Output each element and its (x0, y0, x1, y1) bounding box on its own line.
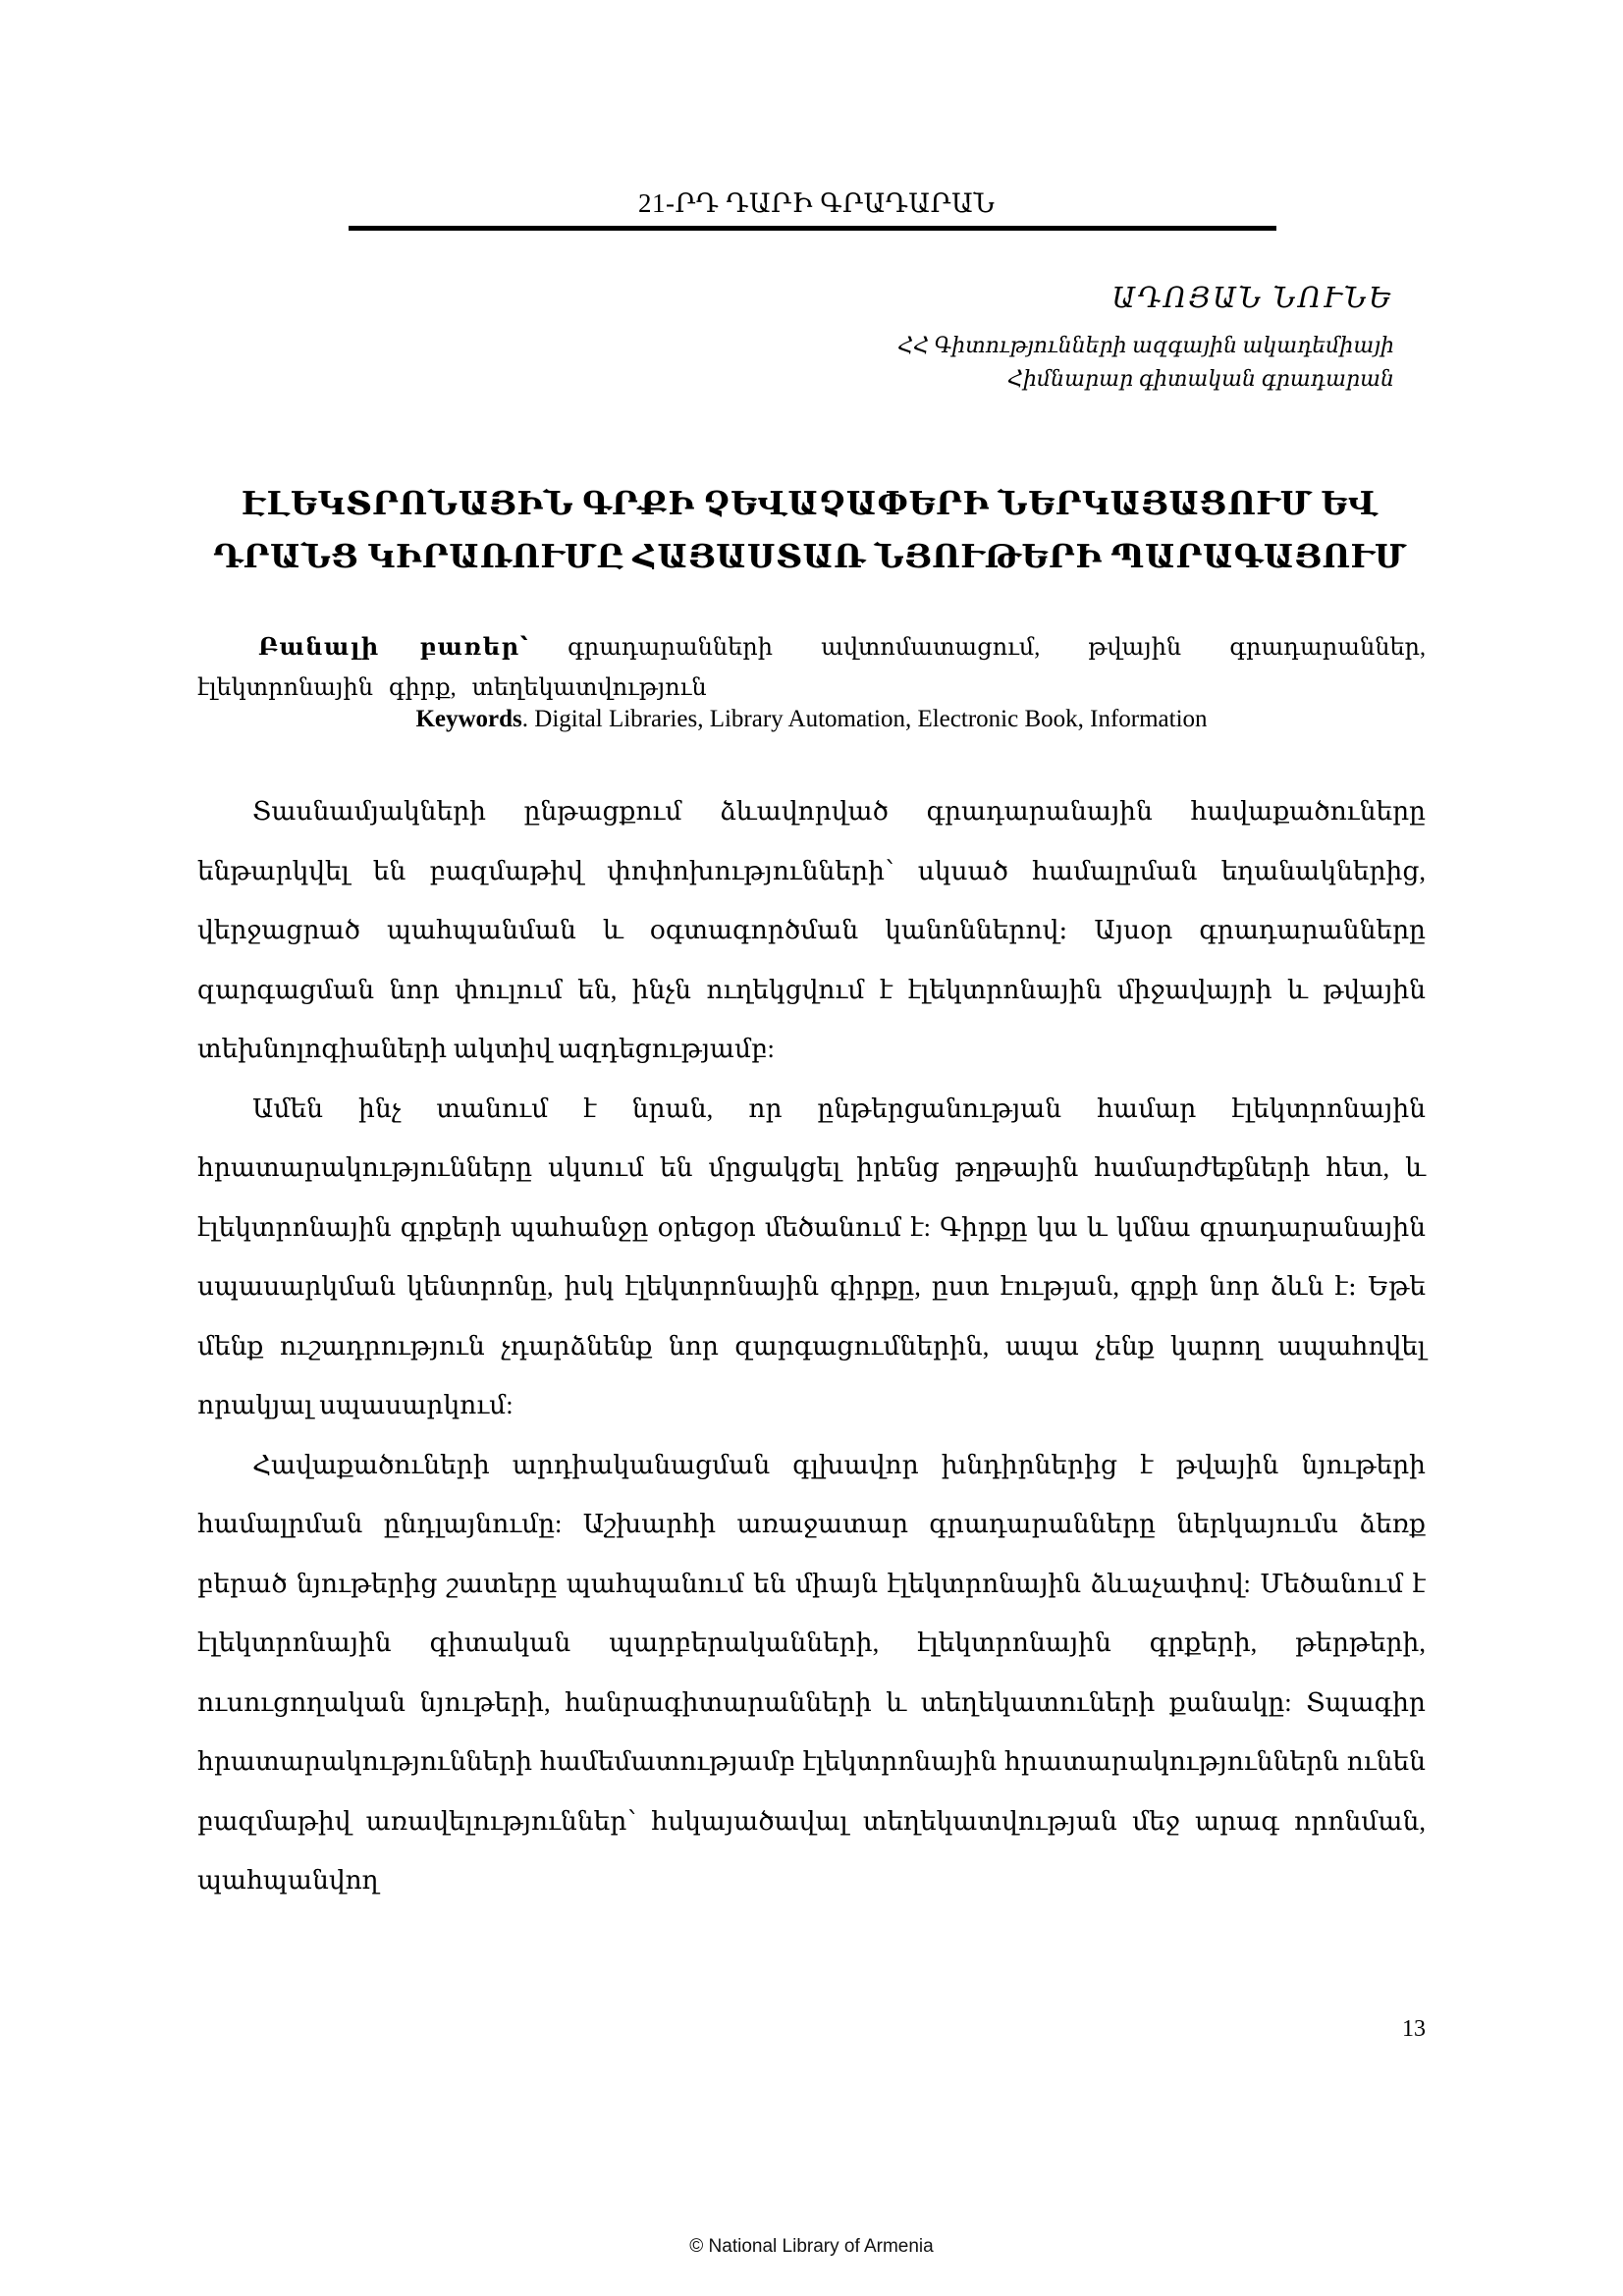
author-block (393, 281, 1394, 395)
body-paragraph-3: Հավաքածուների արդիականացման գլխավոր խնդիրներից է թվային նյութերի համալրման ընդլայնումը: Աշխարհի առաջատար գրադարանները ներկայումս ձեռք բերած նյութերից շատերը պահպանում են միայն էլեկտրոնային ձևաչափով: Մեծանում է էլեկտրոնային գիտական պարբերականների, էլեկտրոնային գրքերի, թերթերի, ուսուցողական նյութերի, հանրագիտարանների և տեղեկատուների քանակը: Տպագիր հրատարակությունների համեմատությամբ էլեկտրոնային հրատարակություններն ունեն բազմաթիվ առավելություններ՝ հսկայածավալ տեղեկատվության մեջ արագ որոնման, պահպանվող (197, 1449, 1426, 1895)
running-head-rule (349, 226, 1276, 231)
author-name: ԱԴՈՅԱՆ ՆՈՒՆԵ (1111, 283, 1394, 314)
keywords-armenian-terms: գրադարանների ավտոմատացում, թվային գրադարաններ, էլեկտրոնային գիրք, տեղեկատվություն (197, 635, 1426, 702)
keywords-armenian (197, 628, 1426, 710)
body-text (197, 781, 1426, 1910)
author-affiliation-line-1: ՀՀ Գիտությունների ազգային ակադեմիայի (897, 333, 1394, 358)
article-title (196, 479, 1424, 584)
page-number: 13 (1402, 2016, 1426, 2042)
keywords-english (197, 701, 1426, 738)
body-paragraph-1: Տասնամյակների ընթացքում ձևավորված գրադարանային հավաքածուները ենթարկվել են բազմաթիվ փոփոխությունների՝ սկսած համալրման եղանակներից, վերջացրած պահպանման և օգտագործման կանոններով։ Այսօր գրադարանները զարգացման նոր փուլում են, ինչն ուղեկցվում է էլեկտրոնային միջավայրի և թվային տեխնոլոգիաների ակտիվ ազդեցությամբ: (197, 796, 1426, 1063)
article-title-line-1: ԷԼԵԿՏՐՈՆԱՅԻՆ ԳՐՔԻ ՉԵՎԱՉԱՓԵՐԻ ՆԵՐԿԱՅԱՑՈՒՄ ԵՎ (242, 487, 1379, 523)
keywords-english-terms: Digital Libraries, Library Automation, Electronic Book, Information (534, 706, 1208, 732)
keywords-english-separator: . (521, 706, 535, 732)
page-footer-copyright: © National Library of Armenia (689, 2236, 934, 2257)
article-title-line-2: ԴՐԱՆՑ ԿԻՐԱՌՈՒՄԸ ՀԱՅԱՍՏԱՌ ՆՅՈՒԹԵՐԻ ՊԱՐԱԳԱՅՈՒՄ (213, 539, 1407, 575)
body-paragraph-2: Ամեն ինչ տանում է նրան, որ ընթերցանության համար էլեկտրոնային հրատարակությունները սկսում են մրցակցել իրենց թղթային համարժեքների հետ, և էլեկտրոնային գրքերի պահանջը օրեցօր մեծանում է: Գիրքը կա և կմնա գրադարանային սպասարկման կենտրոնը, իսկ էլեկտրոնային գիրքը, ըստ էության, գրքի նոր ձևն է։ Եթե մենք ուշադրություն չդարձնենք նոր զարգացումներին, ապա չենք կարող ապահովել որակյալ սպասարկում: (197, 1093, 1426, 1419)
author-affiliation-line-2: Հիմնարար գիտական գրադարան (1007, 365, 1394, 391)
running-head (349, 188, 1276, 232)
keywords-english-label: Keywords (415, 706, 522, 732)
keywords-armenian-label: Բանալի բառեր՝ (258, 635, 529, 661)
running-head-text: 21-ՐԴ ԴԱՐԻ ԳՐԱԴԱՐԱՆ (638, 188, 996, 218)
